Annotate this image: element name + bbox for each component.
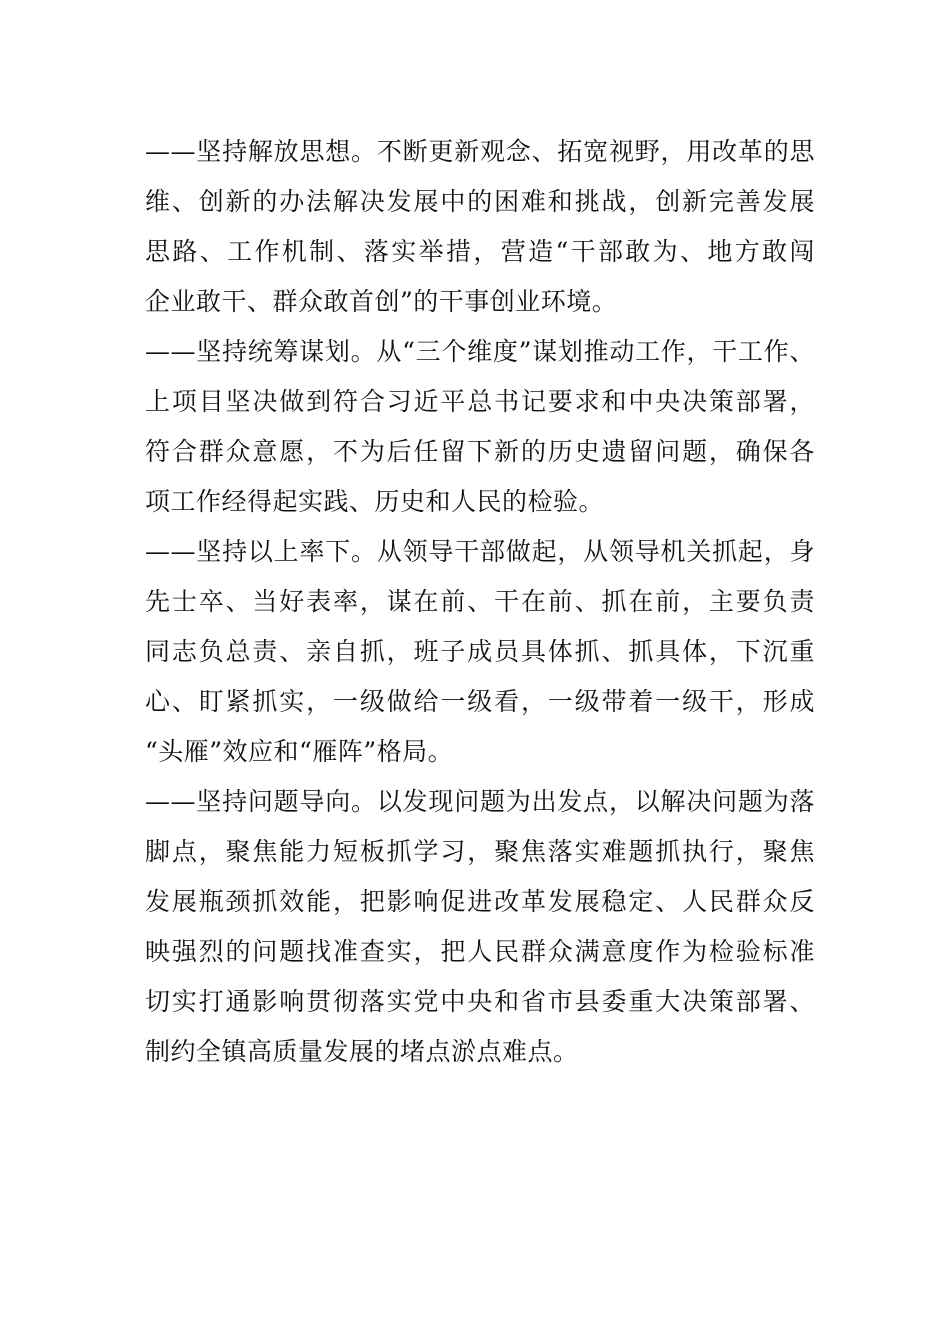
text-line: 思路、工作机制、落实举措，营造“干部敢为、地方敢闯 [145, 237, 815, 266]
text-line: 先士卒、当好表率，谋在前、干在前、抓在前，主要负责 [145, 587, 815, 616]
text-line: ——坚持以上率下。从领导干部做起，从领导机关抓起，身 [145, 537, 815, 566]
text-line: “头雁”效应和“雁阵”格局。 [145, 737, 454, 766]
text-line: 同志负总责、亲自抓，班子成员具体抓、抓具体，下沉重 [145, 637, 815, 666]
text-line: ——坚持问题导向。以发现问题为出发点，以解决问题为落 [145, 787, 815, 816]
text-line: 符合群众意愿，不为后任留下新的历史遗留问题，确保各 [145, 437, 815, 466]
document-body [145, 127, 815, 1077]
text-line: ——坚持解放思想。不断更新观念、拓宽视野，用改革的思 [145, 137, 815, 166]
text-line: 心、盯紧抓实，一级做给一级看，一级带着一级干，形成 [145, 687, 815, 716]
text-line: 脚点，聚焦能力短板抓学习，聚焦落实难题抓执行，聚焦 [145, 837, 815, 866]
paragraph-lead-by-example [145, 527, 815, 777]
paragraph-emancipate-mind [145, 127, 815, 327]
paragraph-problem-oriented [145, 777, 815, 1077]
text-line: 维、创新的办法解决发展中的困难和挑战，创新完善发展 [145, 187, 815, 216]
text-line: 发展瓶颈抓效能，把影响促进改革发展稳定、人民群众反 [145, 887, 815, 916]
text-line: 切实打通影响贯彻落实党中央和省市县委重大决策部署、 [145, 987, 815, 1016]
text-line: 制约全镇高质量发展的堵点淤点难点。 [145, 1037, 579, 1066]
text-line: 企业敢干、群众敢首创”的干事创业环境。 [145, 287, 618, 316]
text-line: 上项目坚决做到符合习近平总书记要求和中央决策部署， [145, 387, 815, 416]
text-line: ——坚持统筹谋划。从“三个维度”谋划推动工作，干工作、 [145, 337, 815, 366]
text-line: 项工作经得起实践、历史和人民的检验。 [145, 487, 605, 516]
text-line: 映强烈的问题找准查实，把人民群众满意度作为检验标准 [145, 937, 815, 966]
paragraph-overall-planning [145, 327, 815, 527]
